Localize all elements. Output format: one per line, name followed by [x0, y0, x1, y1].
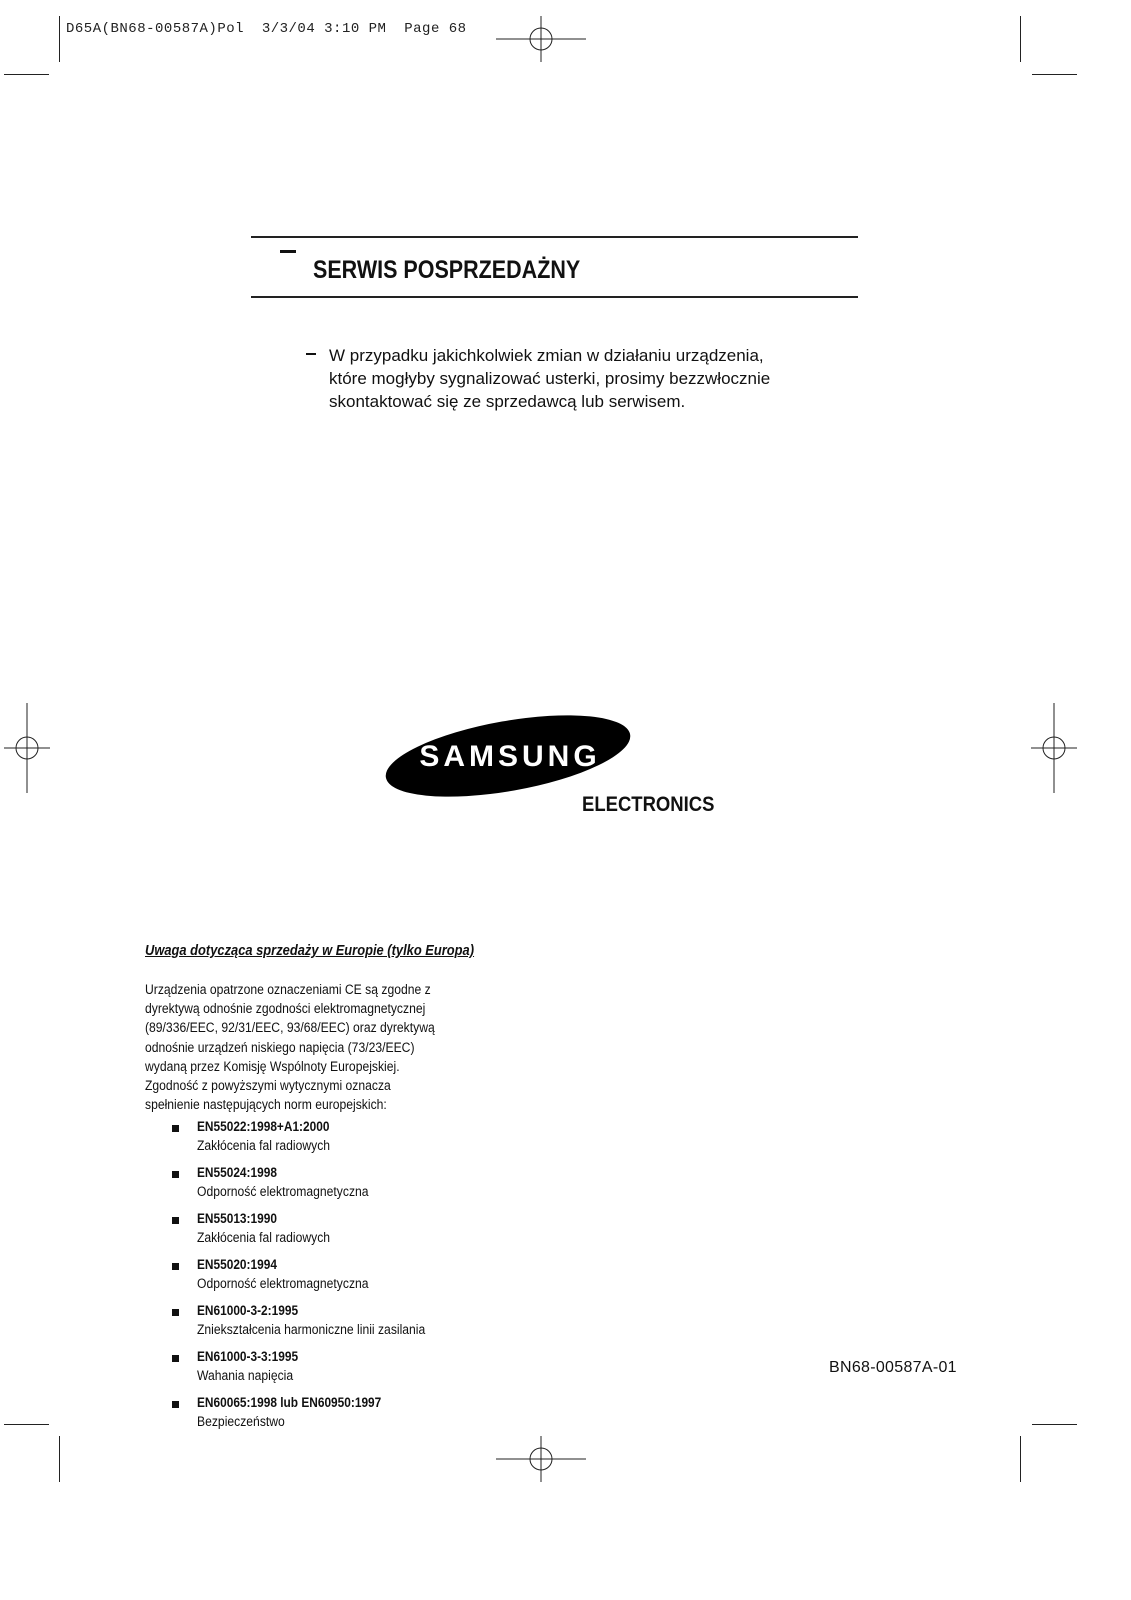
standard-item [170, 1395, 510, 1441]
standard-description: Zakłócenia fal radiowych [197, 1230, 331, 1245]
samsung-logo [383, 712, 633, 800]
standard-item [170, 1303, 510, 1349]
crop-mark-bottom-right-horizontal [1032, 1424, 1077, 1425]
standard-description: Zakłócenia fal radiowych [197, 1138, 331, 1153]
crop-mark-bottom-right-vertical [1020, 1436, 1021, 1482]
section-dash [280, 250, 296, 253]
service-note-line: które mogłyby sygnalizować usterki, prosimy bezzwłocznie [329, 369, 771, 388]
standard-code: EN55013:1990 [197, 1211, 277, 1226]
square-bullet-icon [172, 1171, 179, 1178]
crop-mark-bottom-left-horizontal [4, 1424, 49, 1425]
service-note-line: W przypadku jakichkolwiek zmian w działaniu urządzenia, [329, 346, 764, 365]
section-bottom-rule [251, 296, 858, 298]
square-bullet-icon [172, 1263, 179, 1270]
standard-code: EN61000-3-3:1995 [197, 1349, 299, 1364]
crop-mark-top-right-vertical [1020, 16, 1021, 62]
standard-code: EN61000-3-2:1995 [197, 1303, 299, 1318]
square-bullet-icon [172, 1355, 179, 1362]
notice-line: wydaną przez Komisję Wspólnoty Europejskiej. [145, 1058, 400, 1074]
notice-line: Urządzenia opatrzone oznaczeniami CE są zgodne z [145, 982, 431, 997]
standards-list [170, 1119, 510, 1441]
square-bullet-icon [172, 1217, 179, 1224]
samsung-logo-icon [383, 712, 633, 800]
standard-item [170, 1119, 510, 1165]
service-note-line: skontaktować się ze sprzedawcą lub serwisem. [329, 392, 686, 411]
notice-line: (89/336/EEC, 92/31/EEC, 93/68/EEC) oraz dyrektywą [145, 1020, 435, 1036]
service-note [329, 344, 829, 413]
standard-item [170, 1349, 510, 1395]
standard-description: Bezpieczeństwo [197, 1414, 285, 1429]
standard-code: EN55022:1998+A1:2000 [197, 1119, 330, 1134]
square-bullet-icon [172, 1309, 179, 1316]
samsung-logo-text: SAMSUNG [419, 740, 601, 773]
standard-item [170, 1211, 510, 1257]
crop-mark-top-left-vertical [59, 16, 60, 62]
standard-code: EN55024:1998 [197, 1165, 277, 1180]
standard-description: Odporność elektromagnetyczna [197, 1184, 369, 1199]
note-dash [306, 353, 316, 355]
standard-description: Zniekształcenia harmoniczne linii zasilania [197, 1322, 426, 1337]
registration-mark-left-icon [4, 703, 50, 793]
square-bullet-icon [172, 1401, 179, 1408]
registration-mark-bottom-icon [496, 1436, 586, 1482]
document-code: BN68-00587A-01 [829, 1359, 957, 1376]
notice-line: odnośnie urządzeń niskiego napięcia (73/23/EEC) [145, 1039, 415, 1055]
crop-mark-top-right-horizontal [1032, 74, 1077, 75]
standard-description: Odporność elektromagnetyczna [197, 1276, 369, 1291]
europe-notice-body [145, 980, 487, 1114]
registration-mark-right-icon [1031, 703, 1077, 793]
printer-slug: D65A(BN68-00587A)Pol 3/3/04 3:10 PM Page 68 [66, 21, 467, 37]
standard-item [170, 1165, 510, 1211]
standard-description: Wahania napięcia [197, 1368, 294, 1383]
section-top-rule [251, 236, 858, 238]
crop-mark-bottom-left-vertical [59, 1436, 60, 1482]
notice-line: spełnienie następujących norm europejskich: [145, 1097, 387, 1113]
square-bullet-icon [172, 1125, 179, 1132]
standard-item [170, 1257, 510, 1303]
logo-subtitle: ELECTRONICS [582, 793, 715, 816]
registration-mark-top-icon [496, 16, 586, 62]
notice-line: dyrektywą odnośnie zgodności elektromagnetycznej [145, 1001, 426, 1017]
standard-code: EN55020:1994 [197, 1257, 277, 1272]
europe-notice-title: Uwaga dotycząca sprzedaży w Europie (tylko Europa) [145, 942, 475, 959]
section-title: SERWIS POSPRZEDAŻNY [313, 256, 581, 284]
notice-line: Zgodność z powyższymi wytycznymi oznacza [145, 1078, 391, 1094]
crop-mark-top-left-horizontal [4, 74, 49, 75]
standard-code: EN60065:1998 lub EN60950:1997 [197, 1395, 382, 1410]
